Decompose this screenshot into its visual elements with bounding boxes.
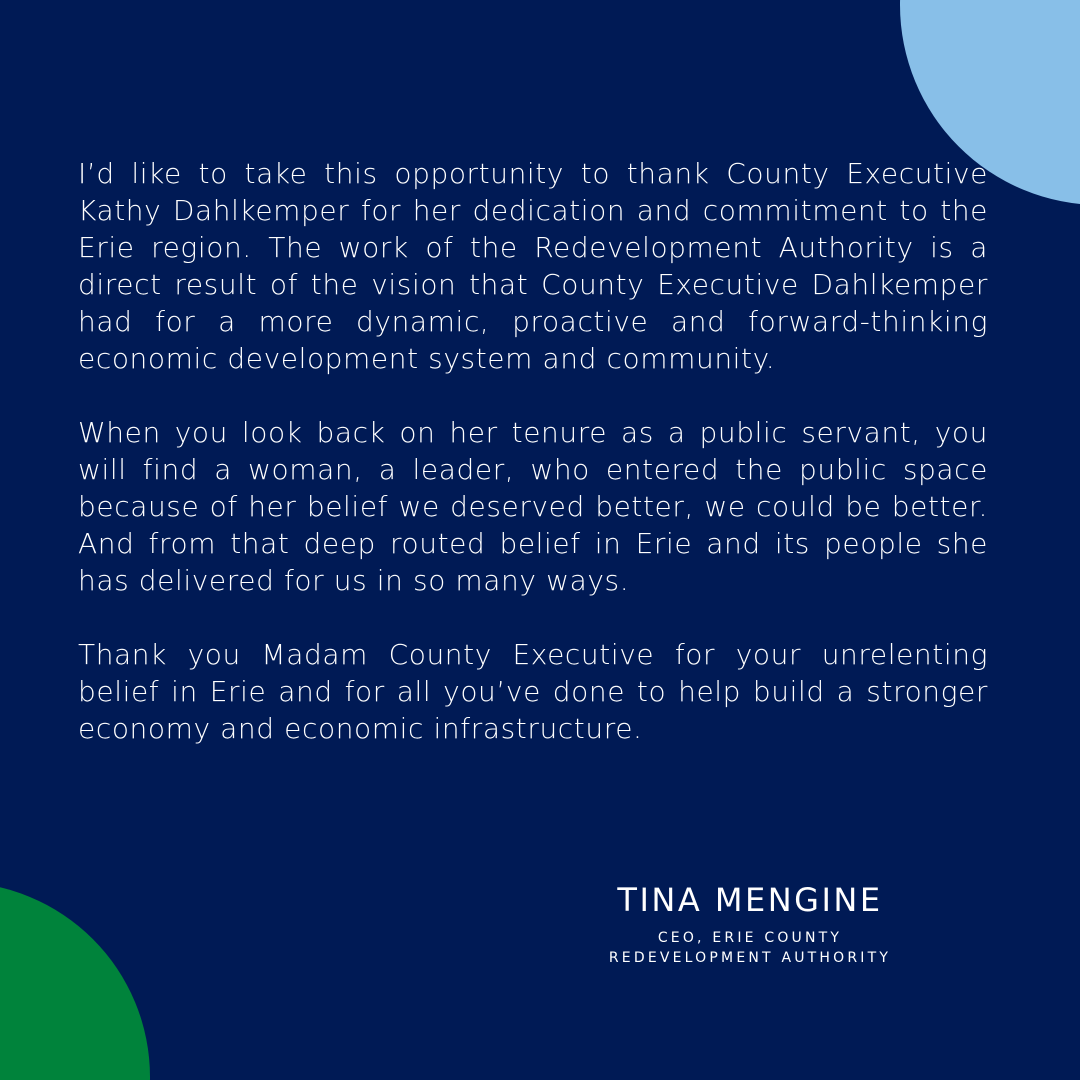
signature-title-line-2: REDEVELOPMENT AUTHORITY	[608, 950, 892, 966]
signature-name: TINA MENGINE	[617, 881, 883, 919]
signature-block	[540, 878, 960, 968]
quote-text	[78, 155, 988, 747]
signature-title	[540, 928, 960, 968]
quote-paragraph-2: When you look back on her tenure as a public servant, you will find a woman, a leader, who entered the public space because of her belief we deserved better, we could be better. And from that deep routed belief in Erie and its people she has delivered for us in so many ways.	[78, 416, 988, 597]
signature-title-line-1: CEO, ERIE COUNTY	[657, 930, 843, 946]
decorative-circle-bottom-left	[0, 882, 150, 1080]
quote-paragraph-3: Thank you Madam County Executive for your unrelenting belief in Erie and for all you’ve done to help build a stronger economy and economic infrastructure.	[78, 638, 988, 745]
quote-paragraph-1: I’d like to take this opportunity to thank County Executive Kathy Dahlkemper for her dedication and commitment to the Erie region. The work of the Redevelopment Authority is a direct result of the vision that County Executive Dahlkemper had for a more dynamic, proactive and forward-thinking economic development system and community.	[78, 157, 988, 375]
